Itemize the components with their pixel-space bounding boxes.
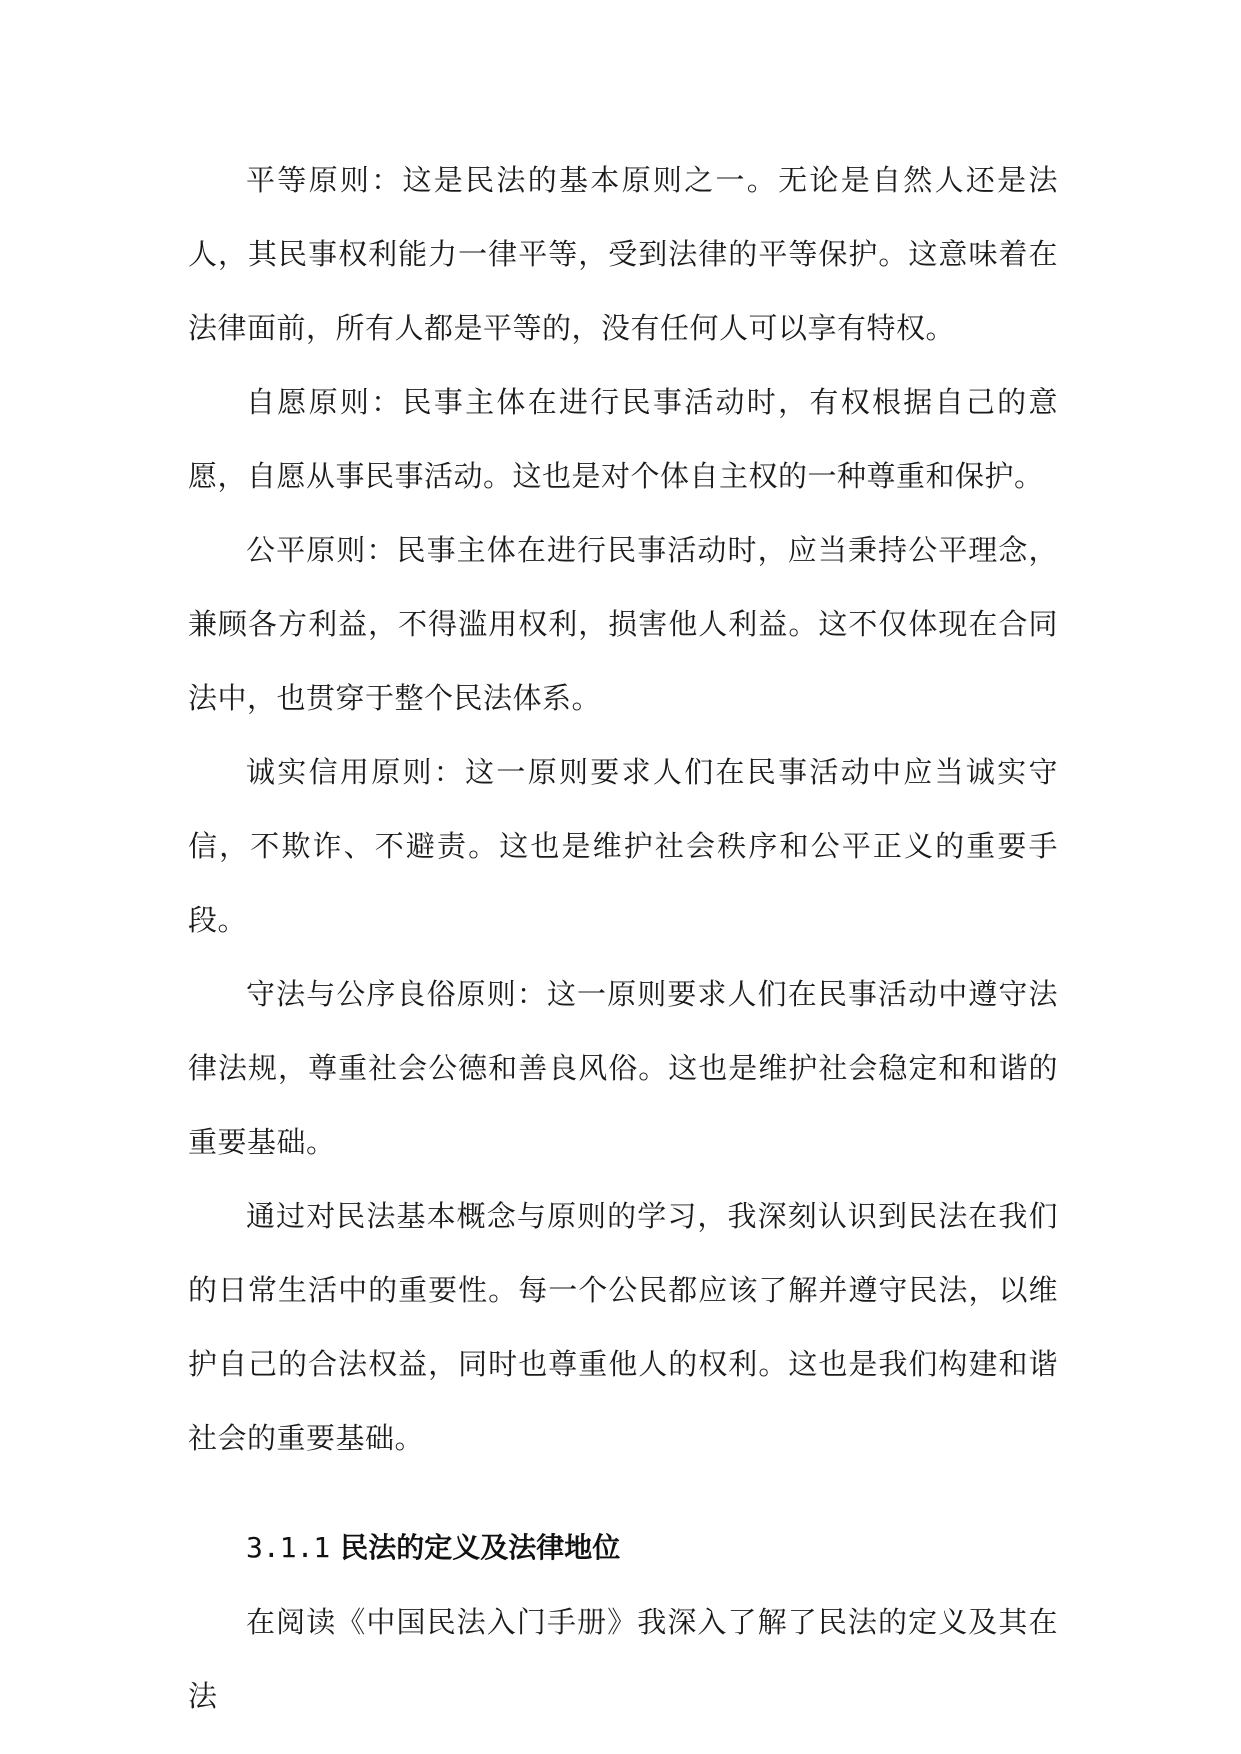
- paragraph-section-intro: 在阅读《中国民法入门手册》我深入了解了民法的定义及其在法: [188, 1605, 1058, 1713]
- document-page: [188, 143, 1058, 1733]
- paragraph-conclusion: 通过对民法基本概念与原则的学习，我深刻认识到民法在我们的日常生活中的重要性。每一个公民都应该了解并遵守民法，以维护自己的合法权益，同时也尊重他人的权利。这也是我们构建和谐社会的重要基础。: [188, 1199, 1058, 1455]
- paragraph-public-order-principle: 守法与公序良俗原则：这一原则要求人们在民事活动中遵守法律法规，尊重社会公德和善良风俗。这也是维护社会稳定和和谐的重要基础。: [188, 977, 1058, 1159]
- section-heading: [188, 1511, 1058, 1585]
- paragraph-good-faith-principle: 诚实信用原则：这一原则要求人们在民事活动中应当诚实守信，不欺诈、不避责。这也是维护社会秩序和公平正义的重要手段。: [188, 755, 1058, 937]
- section-title: 民法的定义及法律地位: [340, 1531, 621, 1564]
- paragraph-equality-principle: 平等原则：这是民法的基本原则之一。无论是自然人还是法人，其民事权利能力一律平等，受到法律的平等保护。这意味着在法律面前，所有人都是平等的，没有任何人可以享有特权。: [188, 163, 1058, 345]
- section-number: 3.1.1: [246, 1531, 331, 1564]
- paragraph-voluntariness-principle: 自愿原则：民事主体在进行民事活动时，有权根据自己的意愿，自愿从事民事活动。这也是对个体自主权的一种尊重和保护。: [188, 385, 1058, 493]
- paragraph-fairness-principle: 公平原则：民事主体在进行民事活动时，应当秉持公平理念，兼顾各方利益，不得滥用权利，损害他人利益。这不仅体现在合同法中，也贯穿于整个民法体系。: [188, 533, 1058, 715]
